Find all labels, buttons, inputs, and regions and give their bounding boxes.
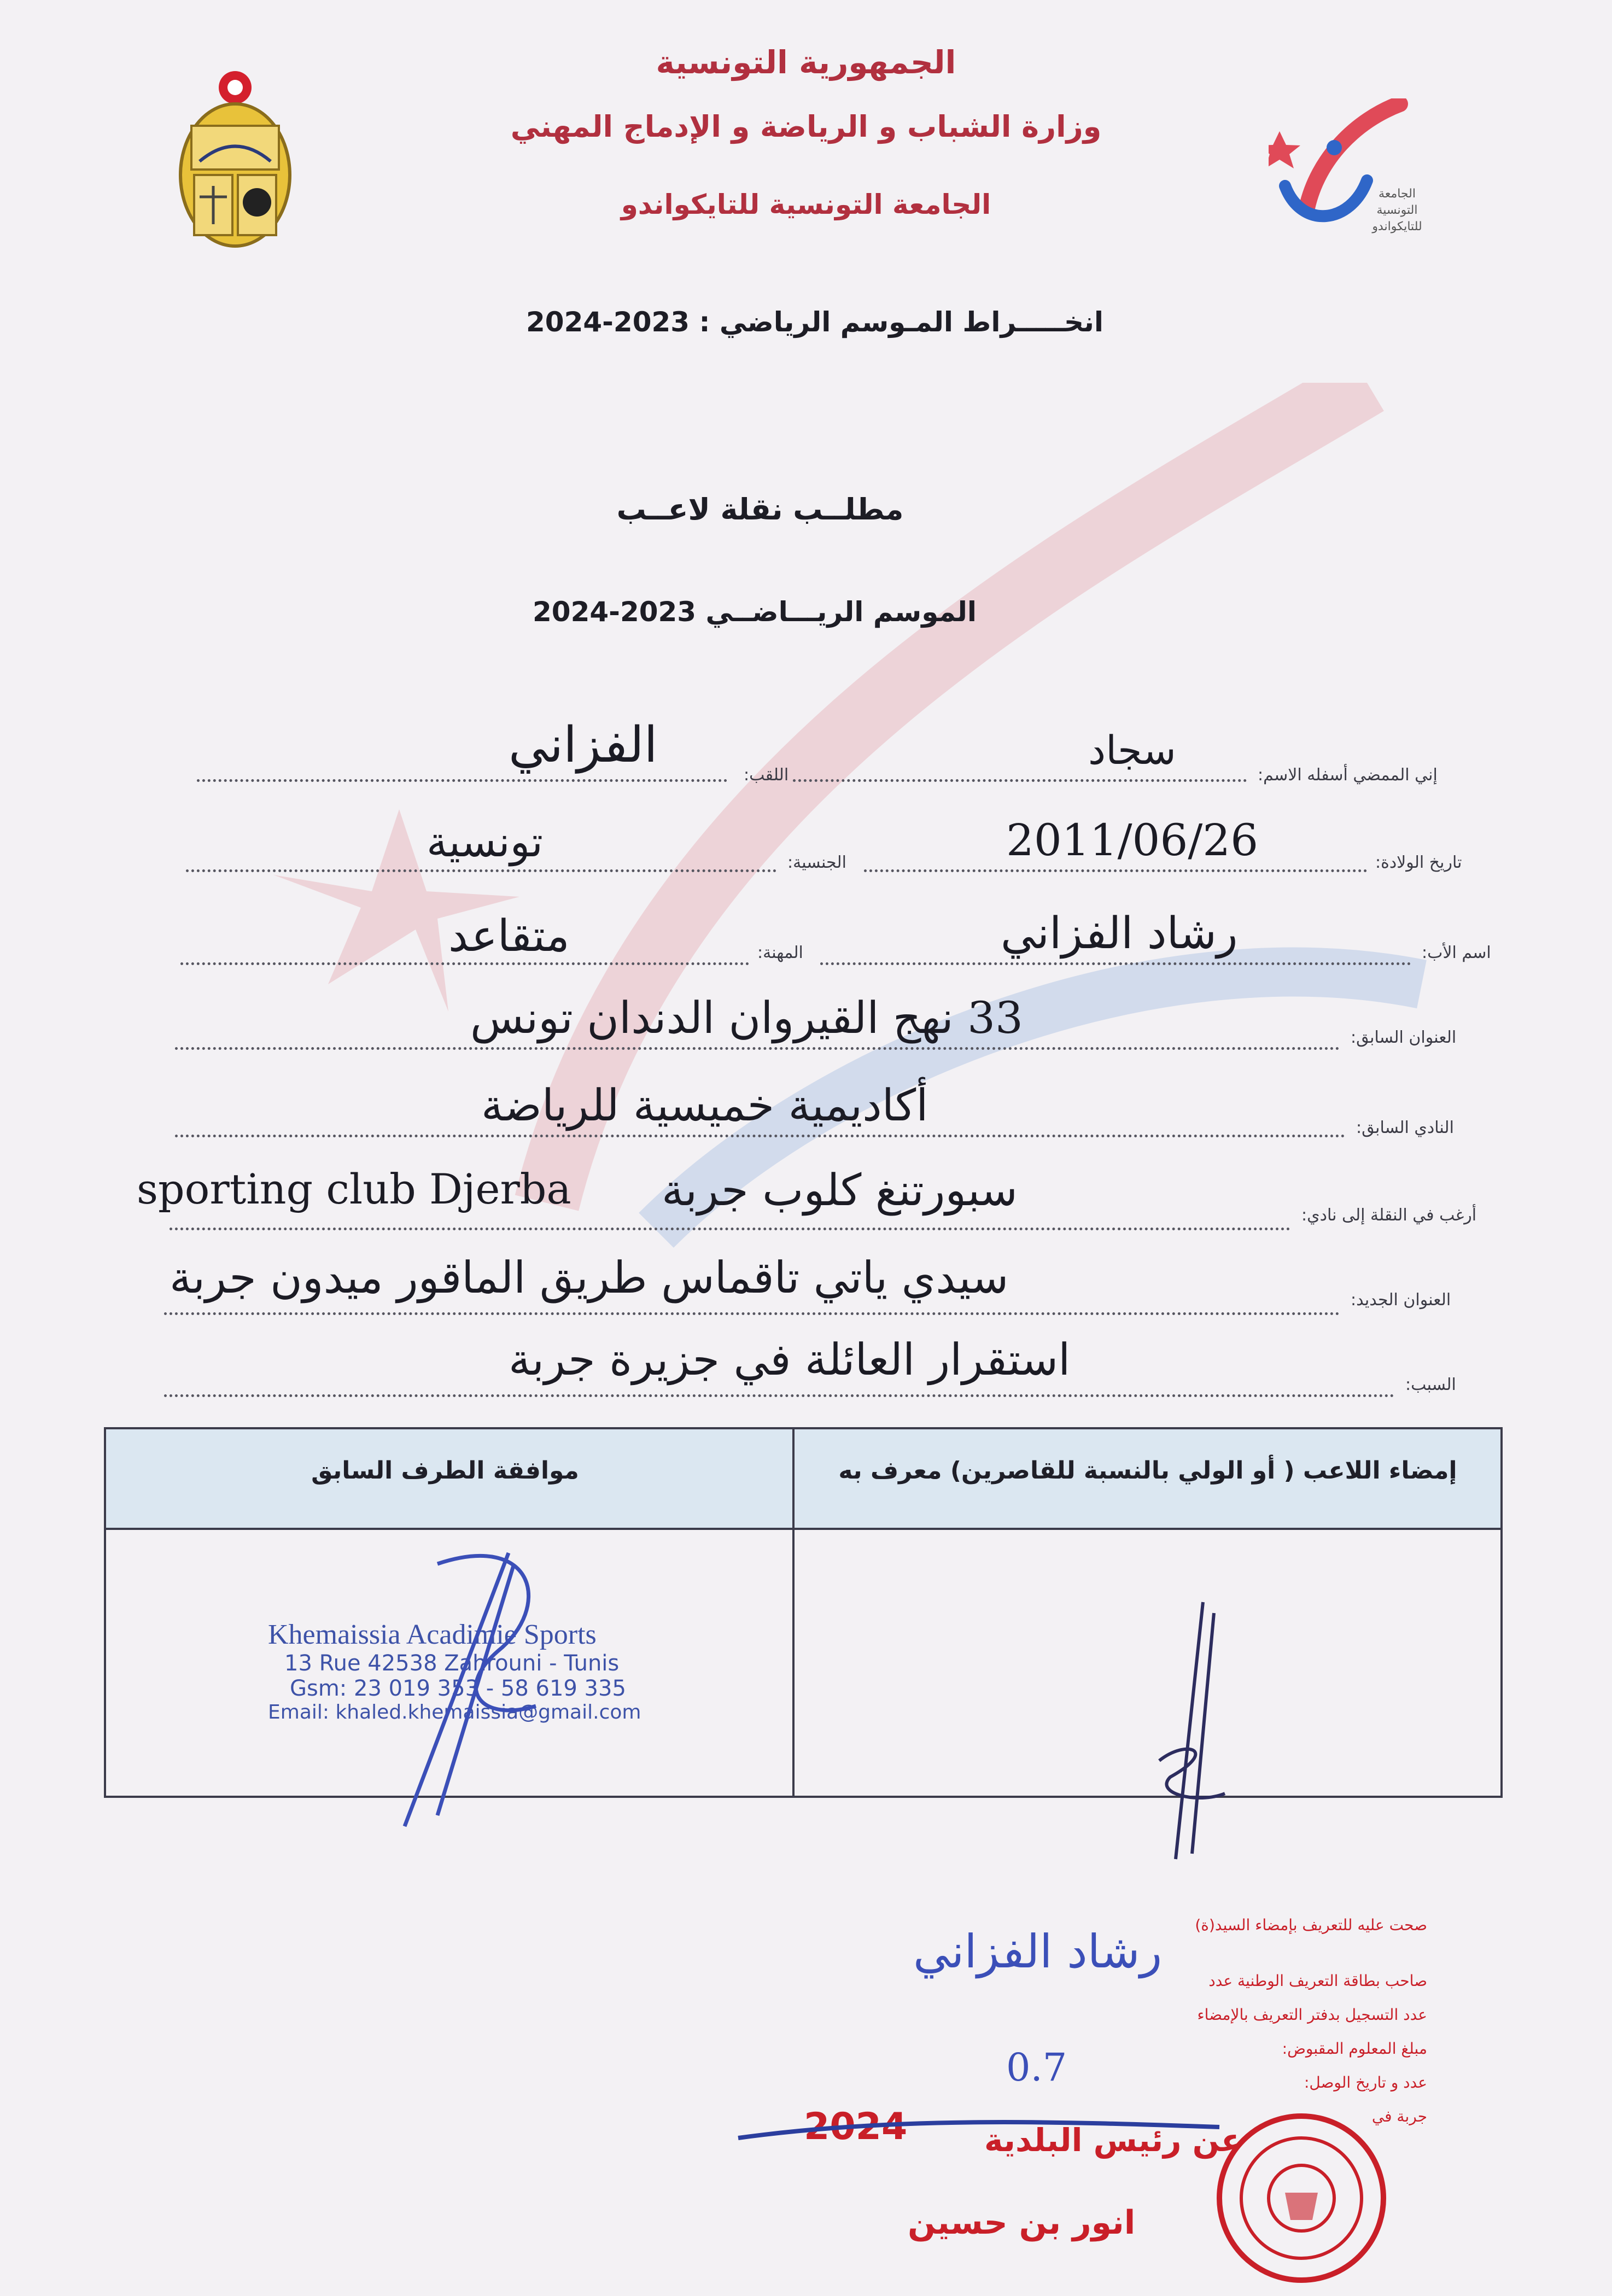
legal-line4: مبلغ المعلوم المقبوض: xyxy=(1282,2040,1427,2058)
job-label: المهنة: xyxy=(757,943,803,962)
legal-signer-name: رشاد الفزاني xyxy=(913,1925,1163,1978)
surname-value: الفزاني xyxy=(509,716,658,774)
new-club-value-latin: sporting club Djerba xyxy=(137,1165,571,1213)
previous-club-signature xyxy=(372,1542,601,1848)
old-address-value: 33 نهج القيروان الدندان تونس xyxy=(470,992,1023,1043)
previous-party-header: موافقة الطرف السابق xyxy=(311,1457,579,1485)
old-address-dotted-line xyxy=(175,1047,1340,1050)
legal-signatory: عن رئيس البلدية xyxy=(984,2122,1243,2159)
legal-signatory-name: انور بن حسين xyxy=(908,2204,1136,2242)
legal-line5: عدد و تاريخ الوصل: xyxy=(1304,2073,1427,2091)
legal-line3: عدد التسجيل بدفتر التعريف بالإمضاء xyxy=(1197,2006,1427,2024)
club-stamp-gsm: Gsm: 23 019 353 - 58 619 335 xyxy=(290,1676,626,1701)
birth-value: 2011/06/26 xyxy=(1006,815,1259,866)
ministry-title: وزارة الشباب و الرياضة و الإدماج المهني xyxy=(510,109,1102,144)
new-club-value: سبورتنغ كلوب جربة xyxy=(662,1165,1018,1216)
nationality-dotted-line xyxy=(186,869,776,872)
federation-title: الجامعة التونسية للتايكواندو xyxy=(621,189,991,220)
form-title: مطلــب نقلة لاعــب xyxy=(616,492,904,527)
legal-fee-value: 0.7 xyxy=(1006,2045,1067,2090)
name-label: إني الممضي أسفله الاسم: xyxy=(1258,766,1438,785)
name-value: سجاد xyxy=(1088,727,1176,773)
municipality-seal xyxy=(1203,2111,1400,2286)
legal-ink-stroke xyxy=(733,2116,1225,2149)
birth-label: تاريخ الولادة: xyxy=(1375,853,1462,872)
new-address-value: سيدي ياتي تاقماس طريق الماقور ميدون جربة xyxy=(170,1252,1009,1303)
federation-logo-caption xyxy=(1356,186,1438,235)
surname-label: اللقب: xyxy=(744,766,789,785)
player-signature xyxy=(1137,1597,1236,1870)
legal-line6: جربة في xyxy=(1371,2107,1427,2125)
reason-label: السبب: xyxy=(1405,1375,1456,1394)
membership-season: انخـــــراط المـوسم الرياضي : 2023-2024 xyxy=(525,306,1104,338)
logo-caption-line: التونسية xyxy=(1376,203,1418,217)
father-dotted-line xyxy=(820,962,1411,965)
legal-line1: صحت عليه للتعريف بإمضاء السيد(ة) xyxy=(1195,1916,1427,1934)
new-club-label: أرغب في النقلة إلى نادي: xyxy=(1301,1206,1477,1225)
signature-table xyxy=(104,1427,1503,1798)
club-stamp-name: Khemaissia Acadimie Sports xyxy=(268,1619,597,1650)
new-address-label: العنوان الجديد: xyxy=(1351,1290,1451,1310)
nationality-label: الجنسية: xyxy=(787,853,846,872)
father-label: اسم الأب: xyxy=(1422,943,1491,962)
watermark-swoosh xyxy=(164,383,1476,1586)
club-stamp-email: Email: khaled.khemaissia@gmail.com xyxy=(268,1701,641,1724)
logo-caption-line: الجامعة xyxy=(1379,187,1416,201)
player-signature-header: إمضاء اللاعب ( أو الولي بالنسبة للقاصرين) معرف به xyxy=(838,1457,1457,1485)
old-club-value: أكاديمية خميسية للرياضة xyxy=(481,1080,928,1131)
season-line: الموسم الريـــاضــي 2023-2024 xyxy=(533,596,977,628)
republic-title: الجمهورية التونسية xyxy=(656,44,956,81)
new-club-dotted-line xyxy=(170,1228,1290,1230)
job-value: متقاعد xyxy=(448,910,570,961)
coat-of-arms-logo xyxy=(175,66,295,252)
logo-caption-line: للتايكواندو xyxy=(1372,220,1422,233)
legal-line2: صاحب بطاقة التعريف الوطنية عدد xyxy=(1208,1972,1427,1990)
old-club-dotted-line xyxy=(175,1135,1345,1137)
table-divider xyxy=(792,1429,795,1796)
reason-dotted-line xyxy=(164,1394,1394,1397)
reason-value: استقرار العائلة في جزيرة جربة xyxy=(509,1334,1071,1385)
old-club-label: النادي السابق: xyxy=(1356,1118,1454,1137)
new-address-dotted-line xyxy=(164,1312,1340,1315)
club-stamp-address: 13 Rue 42538 Zahrouni - Tunis xyxy=(284,1651,620,1676)
job-dotted-line xyxy=(180,962,749,965)
father-value: رشاد الفزاني xyxy=(1001,908,1238,959)
old-address-label: العنوان السابق: xyxy=(1351,1028,1457,1047)
surname-dotted-line xyxy=(197,779,727,782)
legal-date: 2024 xyxy=(804,2105,908,2148)
birth-dotted-line xyxy=(864,869,1367,872)
nationality-value: تونسية xyxy=(427,817,544,866)
name-dotted-line xyxy=(793,779,1247,782)
